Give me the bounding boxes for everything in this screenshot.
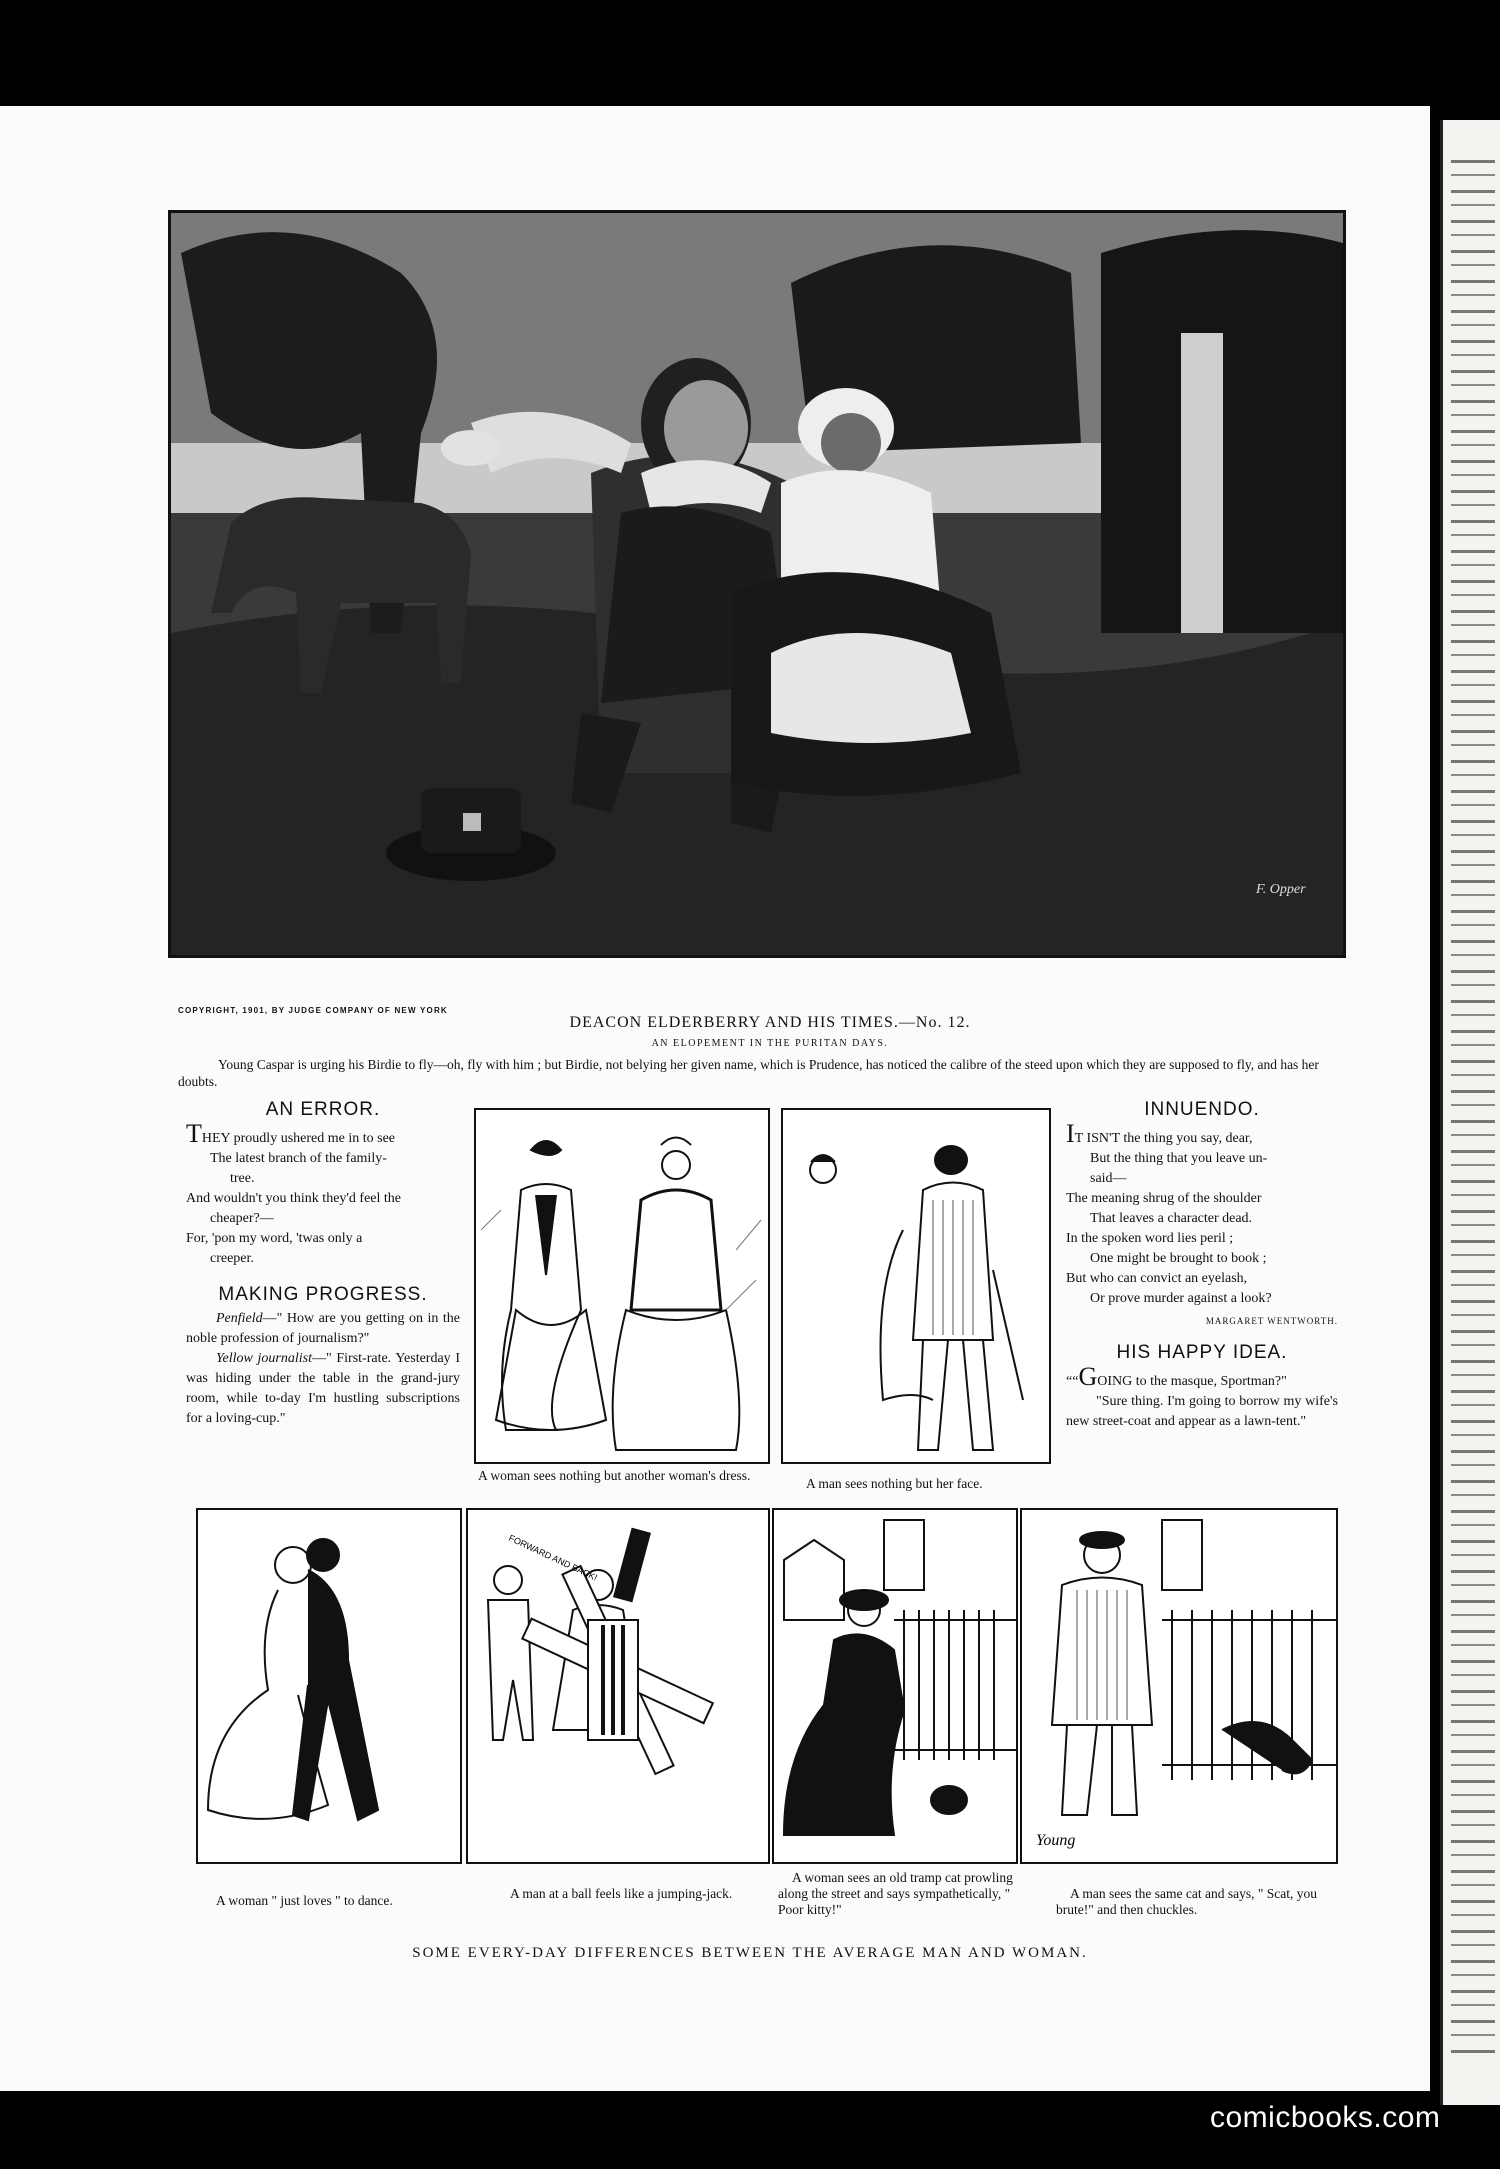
caption-woman-cat: A woman sees an old tramp cat prowling along the street and says sympathetically, " Poor kitty!": [778, 1870, 1013, 1917]
caption-woman-dress: A woman sees nothing but another woman's dress.: [478, 1468, 751, 1483]
poem-line: And wouldn't you think they'd feel the: [186, 1191, 402, 1206]
woman-and-cat-drawing: [774, 1510, 1016, 1862]
dropcap: G: [1078, 1362, 1098, 1391]
poem-line: tree.: [230, 1171, 255, 1186]
comic-series-title: SOME EVERY-DAY DIFFERENCES BETWEEN THE AVERAGE MAN AND WOMAN.: [412, 1945, 1088, 1961]
dialogue: —" How are you getting on in the noble profession of journalism?": [186, 1311, 460, 1346]
making-progress-para-2: [186, 1349, 460, 1429]
dialogue: —" First-rate. Yesterday I was hiding under the table in the grand-jury room, while to-day I'm hustling subscriptions for a loving-cup.": [186, 1351, 460, 1426]
main-illustration: [168, 210, 1346, 958]
poem-line: said—: [1090, 1171, 1127, 1186]
speech-bubble-text: FORWARD AND BACK!: [507, 1532, 599, 1583]
an-error-poem: [186, 1119, 460, 1269]
caption-man-face: A man sees nothing but her face.: [806, 1476, 983, 1491]
poem-line: But who can convict an eyelash,: [1066, 1271, 1248, 1286]
panel-man-ball: [466, 1508, 770, 1864]
dialogue: OING to the masque, Sportman?": [1097, 1374, 1287, 1389]
panel-woman-cat: [772, 1508, 1018, 1864]
poem-line: In the spoken word lies peril ;: [1066, 1231, 1234, 1246]
copyright-notice: COPYRIGHT, 1901, BY JUDGE COMPANY OF NEW YORK: [178, 1006, 448, 1015]
his-happy-idea-para-1: ““GOING to the masque, Sportman?": [1066, 1362, 1287, 1391]
panel-man-face: [781, 1108, 1051, 1464]
poem-author: MARGARET WENTWORTH.: [1205, 1316, 1338, 1326]
innuendo-heading: INNUENDO.: [1144, 1099, 1260, 1120]
his-happy-idea-heading: HIS HAPPY IDEA.: [1116, 1342, 1288, 1363]
man-and-cat-drawing: [1022, 1510, 1336, 1862]
speaker-name: Yellow journalist: [216, 1351, 312, 1366]
poem-line: The meaning shrug of the shoulder: [1066, 1191, 1262, 1206]
poem-line: The latest branch of the family-: [210, 1151, 387, 1166]
poem-line: But the thing that you leave un-: [1090, 1151, 1268, 1166]
panel-woman-dress: [474, 1108, 770, 1464]
dropcap: T: [186, 1119, 202, 1148]
illustration-title: DEACON ELDERBERRY AND HIS TIMES.—No. 12.: [569, 1014, 971, 1031]
caption-woman-dance: A woman " just loves " to dance.: [216, 1893, 393, 1908]
artist-signature: F. Opper: [1256, 882, 1306, 897]
poem-line: cheaper?—: [210, 1211, 274, 1226]
caption-man-cat: A man sees the same cat and says, " Scat, you brute!" and then chuckles.: [1056, 1886, 1317, 1917]
artist-signature: Young: [1036, 1832, 1076, 1849]
elopement-scene: [171, 213, 1343, 955]
making-progress-para-1: [186, 1309, 460, 1349]
adjacent-page-edge: [1440, 120, 1500, 2105]
right-text-column: [1066, 1100, 1338, 1432]
panel-woman-dance: [196, 1508, 462, 1864]
poem-line: That leaves a character dead.: [1090, 1211, 1253, 1226]
speaker-name: Penfield: [216, 1311, 263, 1326]
panel-man-cat: [1020, 1508, 1338, 1864]
dropcap: I: [1066, 1119, 1075, 1148]
poem-line: One might be brought to book ;: [1090, 1251, 1267, 1266]
illustration-subtitle: AN ELOPEMENT IN THE PURITAN DAYS.: [651, 1038, 889, 1049]
his-happy-idea-para-2: "Sure thing. I'm going to borrow my wife's new street-coat and appear as a lawn-tent.": [1066, 1394, 1338, 1429]
poem-line: Or prove murder against a look?: [1090, 1291, 1272, 1306]
caption-man-ball: A man at a ball feels like a jumping-jack.: [510, 1886, 733, 1901]
dancing-couple-drawing: [198, 1510, 460, 1862]
poem-line: creeper.: [210, 1251, 254, 1266]
poem-line: T ISN'T the thing you say, dear,: [1074, 1131, 1253, 1146]
poem-line: HEY proudly ushered me in to see: [201, 1131, 395, 1146]
making-progress-heading: MAKING PROGRESS.: [218, 1284, 428, 1305]
watermark: comicbooks.com: [1210, 2101, 1441, 2134]
poem-line: For, 'pon my word, 'twas only a: [186, 1231, 363, 1246]
innuendo-poem: [1066, 1119, 1338, 1331]
illustration-caption: Young Caspar is urging his Birdie to fly—oh, fly with him ; but Birdie, not belying her given name, which is Prudence, has noticed the calibre of the steed upon which they are supposed to fly, and has her doubts.: [178, 1057, 1319, 1089]
two-women-drawing: [476, 1110, 768, 1462]
left-text-column: [186, 1100, 460, 1429]
jumping-jack-drawing: [468, 1510, 768, 1862]
man-walking-drawing: [783, 1110, 1049, 1462]
ornamental-border: [1451, 160, 1495, 2060]
an-error-heading: AN ERROR.: [265, 1099, 381, 1120]
